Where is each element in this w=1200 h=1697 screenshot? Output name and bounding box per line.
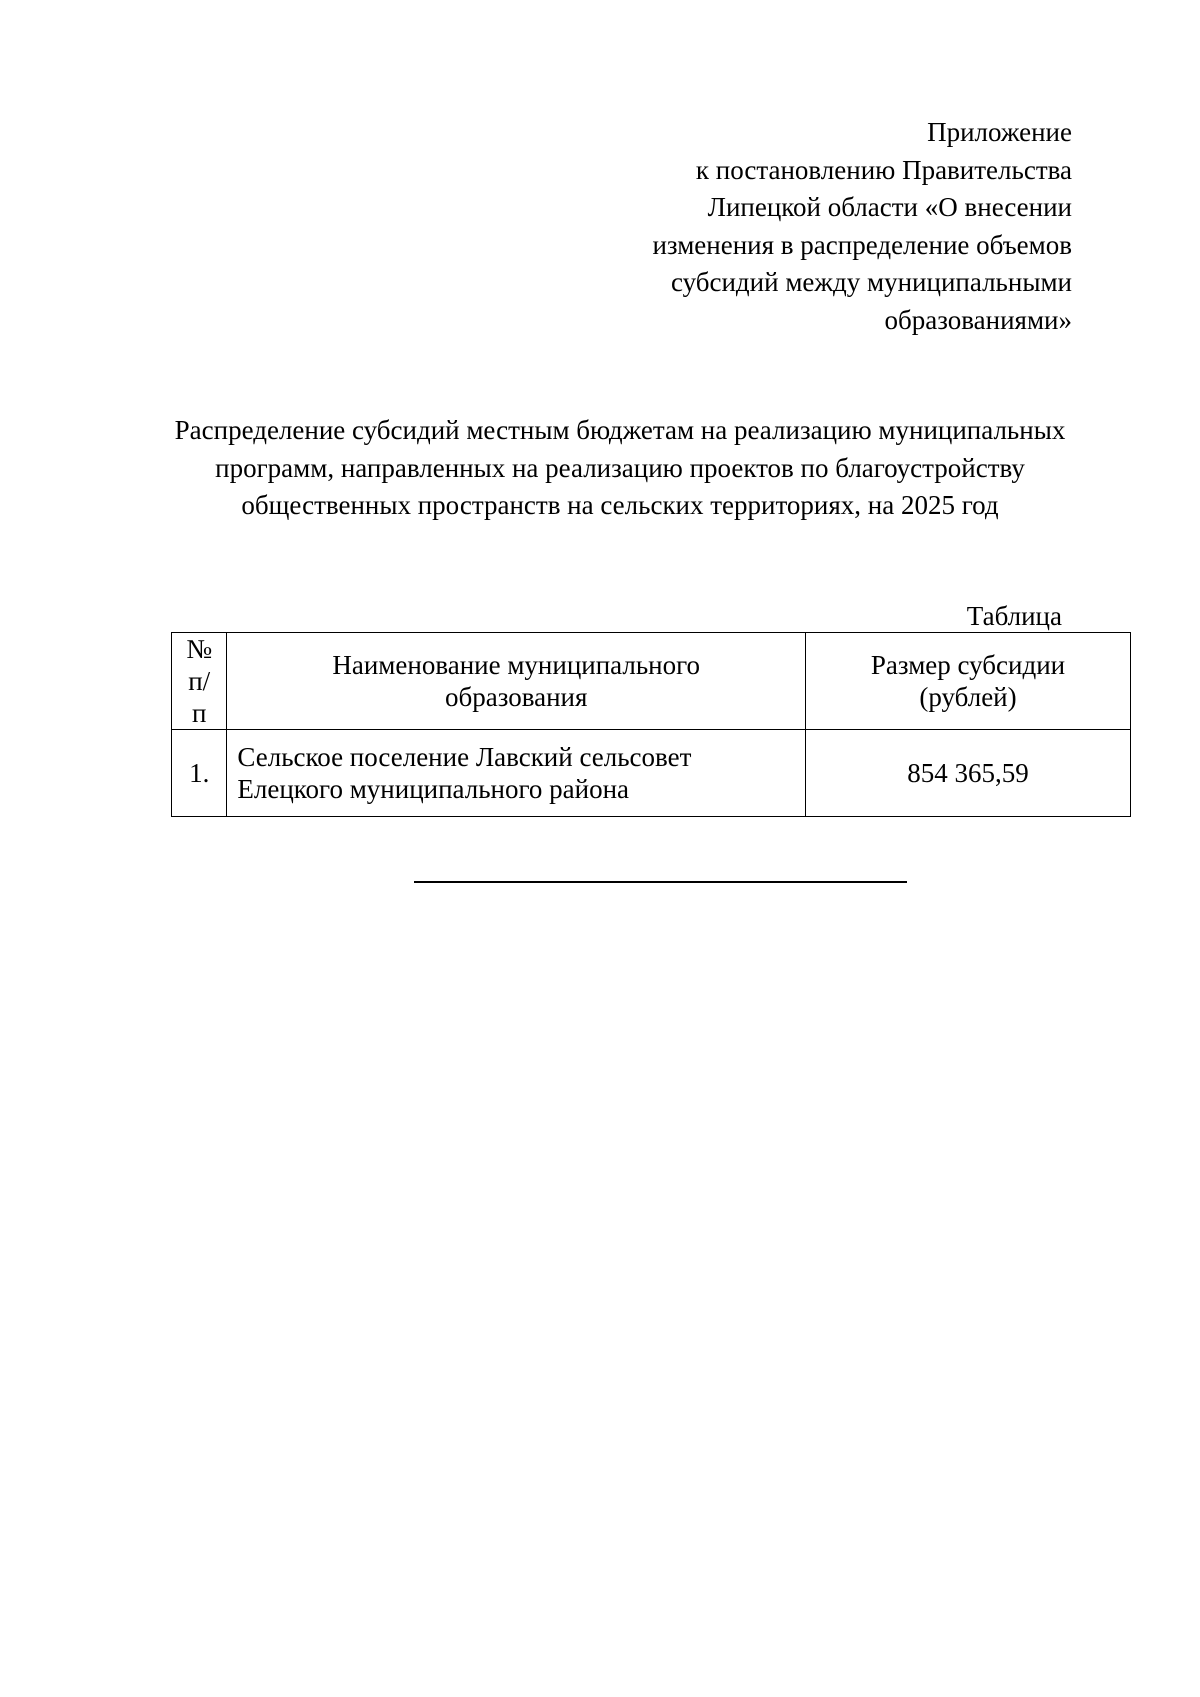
header-name <box>227 633 806 730</box>
closing-rule <box>414 881 907 883</box>
row-name-line: Сельское поселение Лавский сельсовет <box>237 742 692 772</box>
header-amount-line: (рублей) <box>919 682 1017 712</box>
appendix-line: образованиями» <box>884 304 1072 335</box>
document-title <box>140 412 1100 525</box>
row-num: 1. <box>172 730 227 817</box>
header-num-line: п/п <box>188 666 211 728</box>
header-name-line: образования <box>444 682 588 712</box>
appendix-line: субсидий между муниципальными <box>670 267 1072 297</box>
row-amount: 854 365,59 <box>806 730 1131 817</box>
table-caption: Таблица <box>966 601 1062 631</box>
title-line: Распределение субсидий местным бюджетам на реализацию муниципальных <box>174 415 1066 445</box>
header-name-line: Наименование муниципального <box>332 650 701 680</box>
appendix-line: к постановлению Правительства <box>695 154 1072 185</box>
subsidy-table <box>171 632 1131 817</box>
header-amount-line: Размер субсидии <box>870 650 1066 680</box>
appendix-line: изменения в распределение объемов <box>652 229 1072 260</box>
title-line: общественных пространств на сельских территориях, на 2025 год <box>241 490 999 520</box>
row-name-line: Елецкого муниципального района <box>237 774 630 804</box>
appendix-line: Приложение <box>927 117 1072 147</box>
appendix-line: Липецкой области «О внесении <box>707 192 1072 222</box>
appendix-block <box>552 114 1072 339</box>
header-num <box>172 633 227 730</box>
table-header-row <box>172 633 1131 730</box>
header-amount <box>806 633 1131 730</box>
row-name <box>227 730 806 817</box>
table-row <box>172 730 1131 817</box>
header-num-line: № <box>186 634 213 664</box>
title-line: программ, направленных на реализацию проектов по благоустройству <box>215 452 1025 483</box>
